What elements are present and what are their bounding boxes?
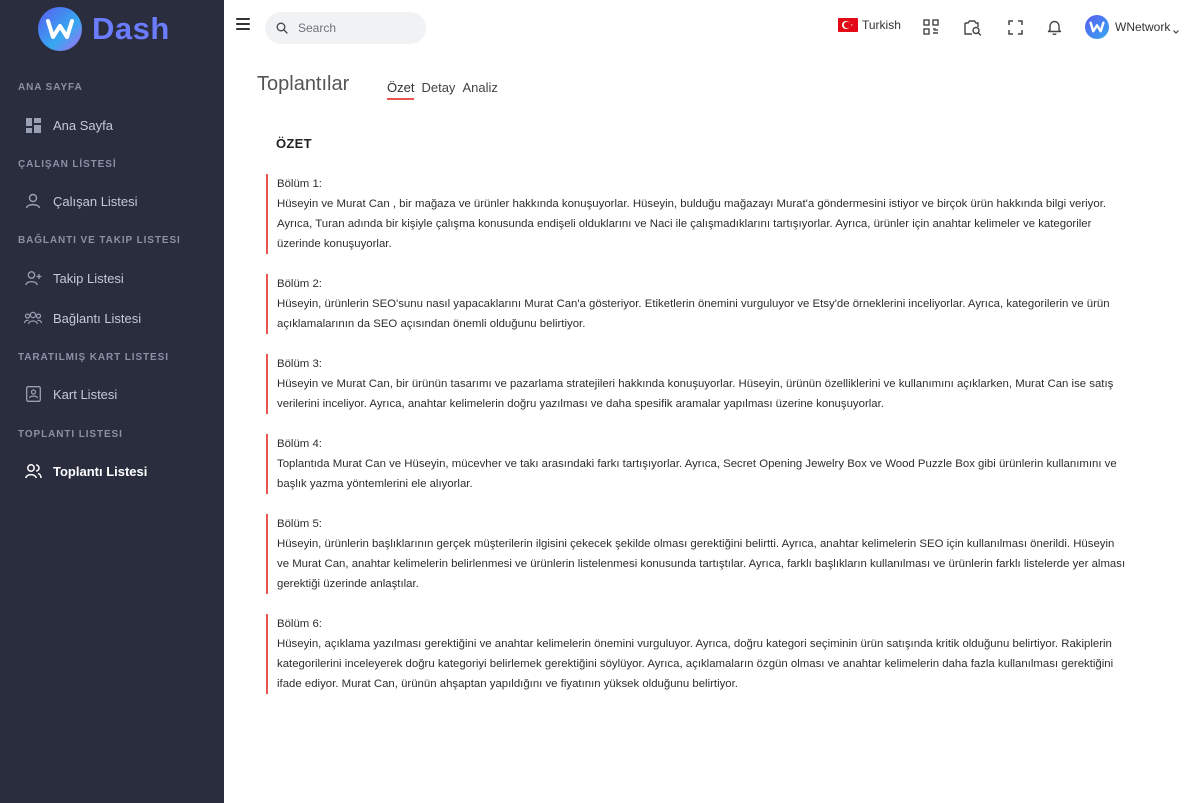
section-text: Toplantıda Murat Can ve Hüseyin, mücevher ve takı arasındaki farkı tartışıyorlar. Ayrıca, Secret Opening Jewelry Box ve Wood Puzzle Box gibi ürünlerin kullanımını ve başlık yazma yöntemlerini ele alıyorlar. <box>277 458 1117 490</box>
summary-section <box>266 274 1126 334</box>
section-text: Hüseyin, açıklama yazılması gerektiğini ve anahtar kelimelerin önemini vurguluyor. Ayrıca, doğru kategori seçiminin ürün satışında kritik olduğunu belirtiyor. Rakiplerin kategorilerini inceleyerek doğru kategoriyi belirlemek gerektiğini söylüyor. Ayrıca, açıklamaların özgün olması ve anahtar kelimelerin daha fazla kullanılması gerektiğini ifade ediyor. Murat Can, ürünün ahşaptan yapıldığını ve fiyatının yüksek olduğunu belirtiyor. <box>277 638 1114 690</box>
user-plus-icon <box>21 266 45 290</box>
sidebar-item-calisan-listesi[interactable] <box>18 186 208 216</box>
user-icon <box>21 189 45 213</box>
summary-heading: ÖZET <box>276 136 312 151</box>
summary-section <box>266 174 1126 254</box>
user-menu[interactable] <box>1085 15 1180 39</box>
chevron-down-icon <box>1172 23 1180 31</box>
users-icon <box>21 306 45 330</box>
tab-detay[interactable]: Detay <box>421 80 456 95</box>
qr-code-icon[interactable] <box>921 17 941 37</box>
sidebar-section-ana-sayfa: ANA SAYFA <box>18 82 83 93</box>
sidebar-item-ana-sayfa[interactable] <box>18 110 208 140</box>
turkey-flag-icon <box>838 18 858 32</box>
section-heading: Bölüm 2: <box>277 278 322 290</box>
top-bar <box>224 0 1200 56</box>
tab-analiz[interactable]: Analiz <box>462 80 498 95</box>
section-text: Hüseyin, ürünlerin başlıklarının gerçek müşterilerin ilgisini çekecek şekilde olması gerektiğini belirtti. Ayrıca, anahtar kelimelerin SEO için kullanılması önerildi. Hüseyin ve Murat Can, anahtar kelimelerin belirlenmesi ve ürünlerin listelenmesi konusunda tartıştılar. Ayrıca, farklı başlıkların kullanılması ve ürünlerin farklı listelerde yer alması gerektiği üzerinde anlaştılar. <box>277 538 1126 590</box>
sidebar-item-kart-listesi[interactable] <box>18 379 208 409</box>
section-text: Hüseyin ve Murat Can , bir mağaza ve ürünler hakkında konuşuyorlar. Hüseyin, bulduğu mağazayı Murat'a göndermesini istiyor ve birçok ürün hakkında bilgi veriyor. Ayrıca, Turan adında bir kişiyle çalışma konusunda endişeli olduklarını ve Naci ile çalışmadıklarını tartışıyorlar. Ayrıca, ürünler için anahtar kelimeler ve kategoriler üzerinde konuşuyorlar. <box>277 198 1107 250</box>
avatar <box>1085 15 1109 39</box>
summary-section <box>266 614 1126 694</box>
notification-bell-icon[interactable] <box>1044 17 1064 37</box>
search-input[interactable] <box>298 21 418 35</box>
sidebar-section-toplanti: TOPLANTI LISTESI <box>18 429 123 440</box>
dashboard-icon <box>21 113 45 137</box>
sidebar-section-kart: TARATILMIŞ KART LISTESI <box>18 352 169 363</box>
section-heading: Bölüm 5: <box>277 518 322 530</box>
search-icon <box>276 21 290 35</box>
section-text: Hüseyin, ürünlerin SEO'sunu nasıl yapacaklarını Murat Can'a gösteriyor. Etiketlerin önemini vurguluyor ve Etsy'de örneklerini inceliyorlar. Ayrıca, kategorilerin ve ürün açıklamalarının da SEO açısından önemli olduğunu belirtiyor. <box>277 298 1110 330</box>
sidebar-item-takip-listesi[interactable] <box>18 263 208 293</box>
fullscreen-icon[interactable] <box>1005 17 1025 37</box>
user-name: WNetwork <box>1115 20 1171 34</box>
page-title: Toplantılar <box>257 73 350 95</box>
sidebar-item-label: Ana Sayfa <box>53 117 113 133</box>
section-text: Hüseyin ve Murat Can, bir ürünün tasarımı ve pazarlama stratejileri hakkında konuşuyorlar. Hüseyin, ürünün özelliklerini ve kullanımını açıklarken, Murat Can ise satış verilerini inceliyor. Ayrıca, anahtar kelimelerin doğru yazılması ve daha spesifik aramalar yapılması üzerine konuşuyorlar. <box>277 378 1114 410</box>
sidebar-section-calisan: ÇALIŞAN LİSTESİ <box>18 159 117 170</box>
language-selector[interactable] <box>838 18 901 32</box>
tab-ozet[interactable]: Özet <box>387 80 414 100</box>
sidebar-item-toplanti-listesi[interactable] <box>18 456 208 486</box>
section-heading: Bölüm 1: <box>277 178 322 190</box>
sidebar-item-label: Takip Listesi <box>53 270 124 286</box>
sidebar-item-label: Kart Listesi <box>53 386 118 402</box>
summary-section <box>266 514 1126 594</box>
search-box[interactable] <box>265 12 426 44</box>
summary-section <box>266 354 1126 414</box>
summary-section <box>266 434 1126 494</box>
sidebar-item-label: Bağlantı Listesi <box>53 310 142 326</box>
language-label: Turkish <box>862 18 901 32</box>
section-heading: Bölüm 4: <box>277 438 322 450</box>
sidebar-item-baglanti-listesi[interactable] <box>18 303 208 333</box>
brand-logo[interactable] <box>38 7 170 51</box>
tab-bar <box>387 80 505 100</box>
scan-search-icon[interactable] <box>963 17 983 37</box>
card-icon <box>21 382 45 406</box>
sidebar-item-label: Toplantı Listesi <box>53 463 148 479</box>
section-heading: Bölüm 6: <box>277 618 322 630</box>
brand-name: Dash <box>92 11 170 46</box>
menu-toggle-icon[interactable] <box>236 18 250 34</box>
meeting-icon <box>21 459 45 483</box>
sidebar <box>0 0 224 803</box>
sidebar-item-label: Çalışan Listesi <box>53 193 138 209</box>
logo-badge-icon <box>38 7 82 51</box>
sidebar-section-baglanti: BAĞLANTI VE TAKIP LISTESI <box>18 235 181 246</box>
section-heading: Bölüm 3: <box>277 358 322 370</box>
